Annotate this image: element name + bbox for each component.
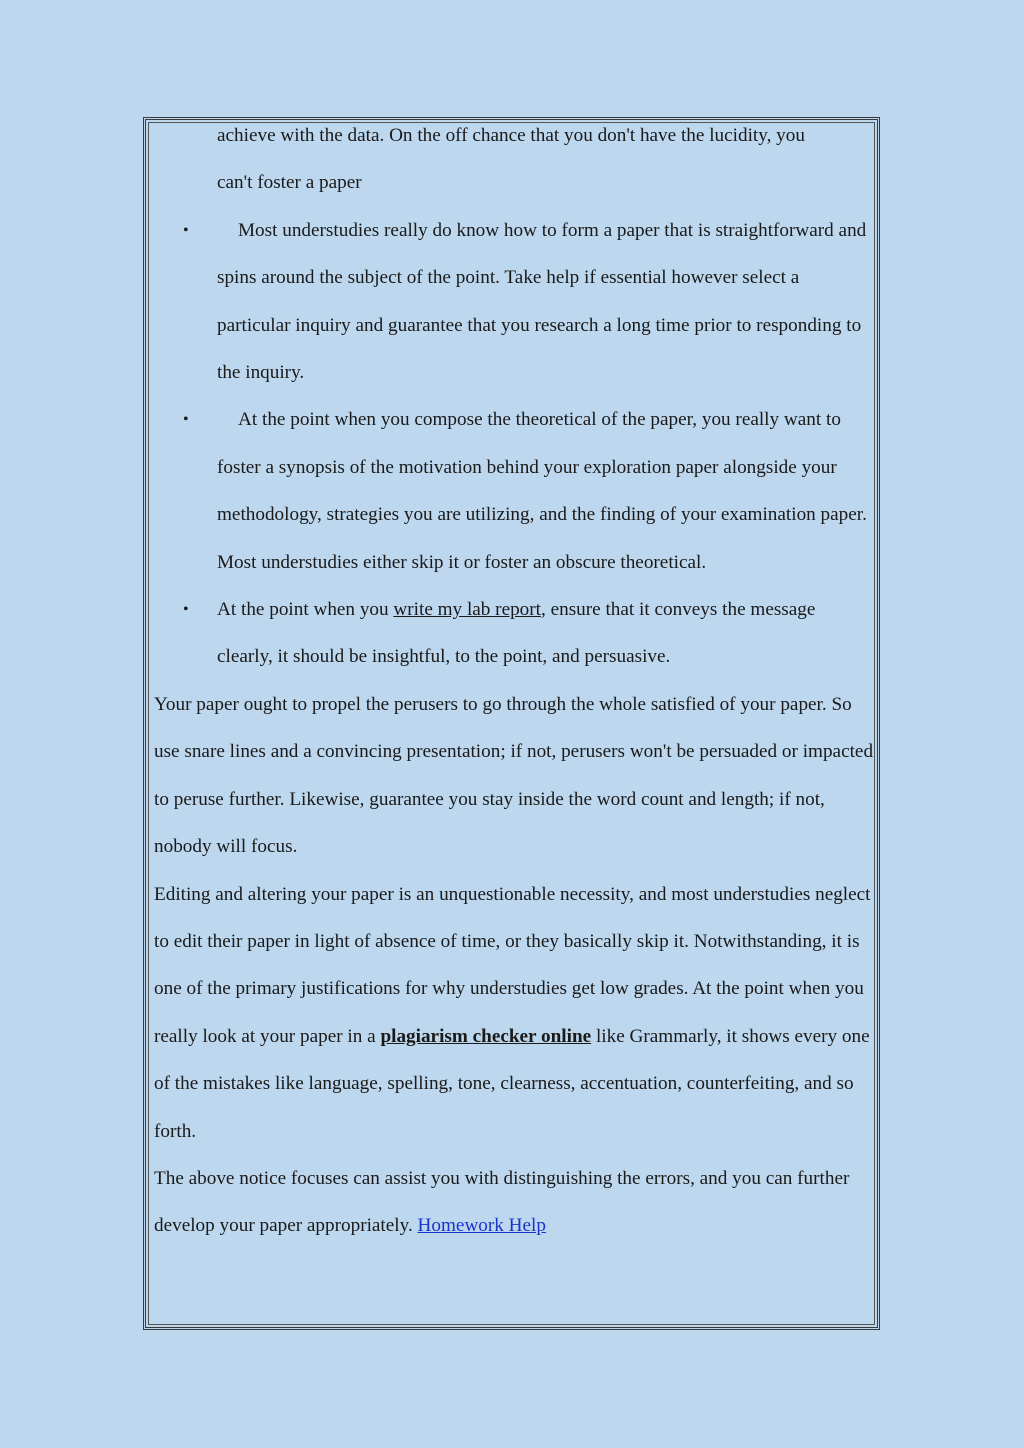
paragraph-editing bbox=[154, 871, 874, 1155]
paragraph-engage-readers: Your paper ought to propel the perusers to go through the whole satisfied of your paper. So use snare lines and a convincing presentation; if not, perusers won't be persuaded or impacted to peruse further. Likewise, guarantee you stay inside the word count and length; if not, nobody will focus. bbox=[154, 693, 874, 858]
paragraph-conclusion-text: The above notice focuses can assist you with distinguishing the errors, and you can further develop your paper appropriately. bbox=[154, 1167, 850, 1237]
paragraph-conclusion bbox=[154, 1155, 874, 1250]
continuation-text bbox=[154, 112, 874, 207]
homework-help-link[interactable]: Homework Help bbox=[417, 1215, 546, 1237]
bullet-icon: • bbox=[183, 601, 189, 619]
paragraph-editing-after: like Grammarly, it shows every one of the mistakes like language, spelling, tone, clearness, accentuation, counterfeiting, and so forth. bbox=[154, 1025, 870, 1142]
continuation-line-1: achieve with the data. On the off chance that you don't have the lucidity, you bbox=[217, 125, 805, 146]
bullet-icon: • bbox=[183, 221, 189, 239]
plagiarism-checker-link[interactable]: plagiarism checker online bbox=[380, 1025, 592, 1047]
bullet-icon: • bbox=[183, 411, 189, 429]
bullet-3-text-after: , ensure that it conveys the message clearly, it should be insightful, to the point, and persuasive. bbox=[217, 599, 816, 668]
document-body bbox=[154, 112, 874, 1250]
list-item bbox=[154, 207, 874, 397]
list-item bbox=[154, 396, 874, 586]
paragraph-editing-before: Editing and altering your paper is an unquestionable necessity, and most understudies neglect to edit their paper in light of absence of time, or they basically skip it. Notwithstanding, it is one of the primary justifications for why understudies get low grades. At the point when you really look at your paper in a bbox=[154, 883, 871, 1047]
continuation-line-2: can't foster a paper bbox=[217, 172, 362, 194]
bullet-1-text: Most understudies really do know how to form a paper that is straightforward and spins around the subject of the point. Take help if essential however select a particular inquiry and guarantee that you research a long time prior to responding to the inquiry. bbox=[217, 219, 867, 384]
write-my-lab-report-link[interactable]: write my lab report bbox=[393, 599, 541, 621]
bullet-2-text: At the point when you compose the theoretical of the paper, you really want to foster a synopsis of the motivation behind your exploration paper alongside your methodology, strategies you are utilizing, and the finding of your examination paper. Most understudies either skip it or foster an obscure theoretical. bbox=[217, 409, 867, 573]
list-item bbox=[154, 586, 874, 681]
bullet-3-text-before: At the point when you bbox=[217, 599, 394, 621]
